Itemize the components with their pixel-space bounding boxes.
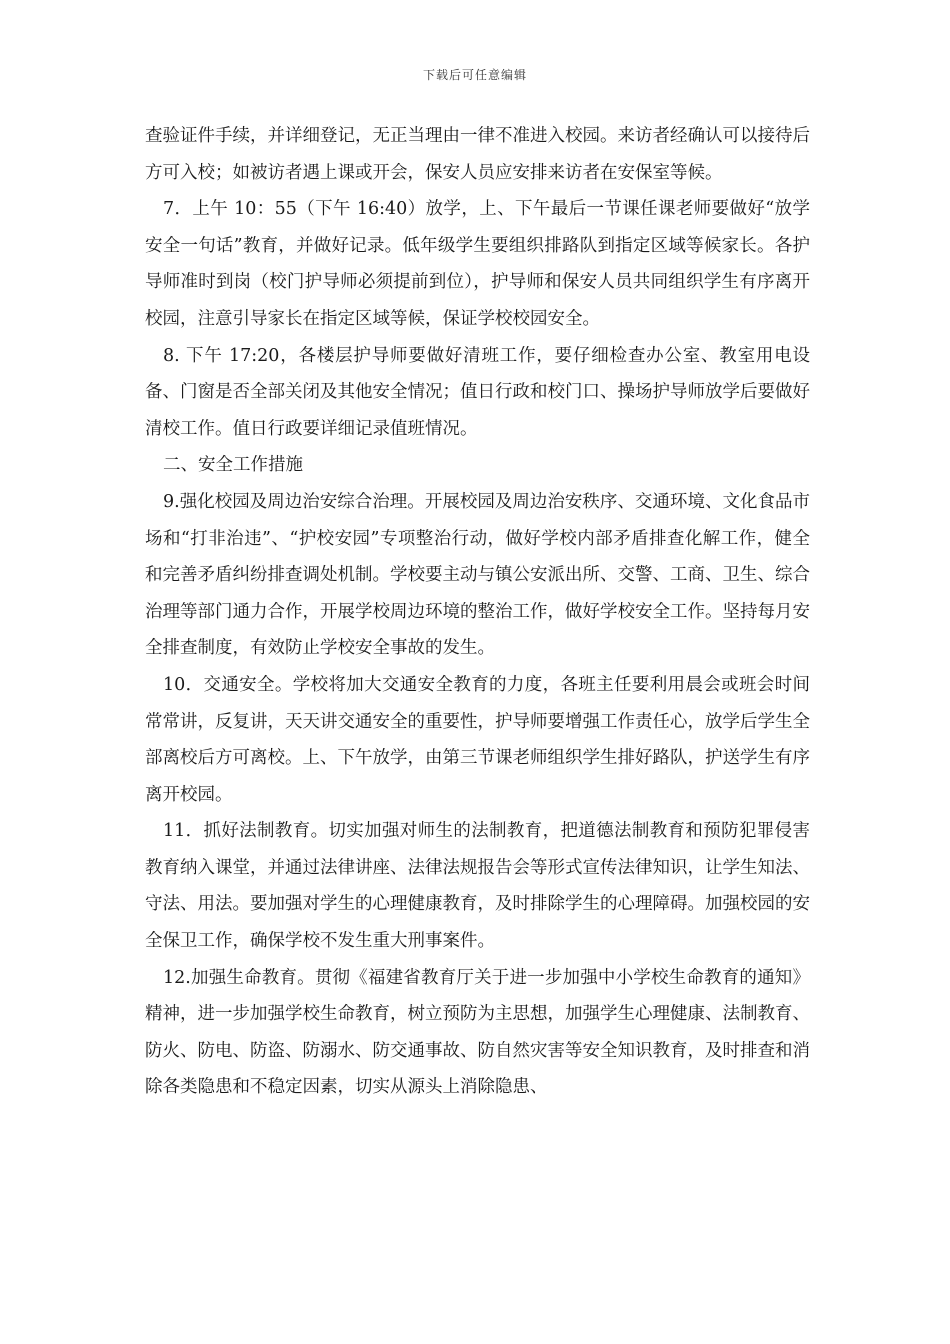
paragraph-item-8-clear-class: 8. 下午 17:20，各楼层护导师要做好清班工作，要仔细检查办公室、教室用电设备、门窗是否全部关闭及其他安全情况；值日行政和校门口、操场护导师放学后要做好清校工作。值日行政要详细记录值班情况。	[145, 345, 810, 439]
page-header: 下载后可任意编辑	[422, 68, 527, 82]
paragraph-item-11-legal-education: 11．抓好法制教育。切实加强对师生的法制教育，把道德法制教育和预防犯罪侵害教育纳入课堂，并通过法律讲座、法律法规报告会等形式宣传法律知识，让学生知法、守法、用法。要加强对学生的心理健康教育，及时排除学生的心理障碍。加强校园的安全保卫工作，确保学校不发生重大刑事案件。	[145, 821, 810, 952]
paragraph-visitor-registration: 查验证件手续，并详细登记，无正当理由一律不准进入校园。来访者经确认可以接待后方可入校；如被访者遇上课或开会，保安人员应安排来访者在安保室等候。	[145, 126, 810, 183]
paragraph-item-9-public-security: 9.强化校园及周边治安综合治理。开展校园及周边治安秩序、交通环境、文化食品市场和“打非治违”、“护校安园”专项整治行动，做好学校内部矛盾排查化解工作，健全和完善矛盾纠纷排查调处机制。学校要主动与镇公安派出所、交警、工商、卫生、综合治理等部门通力合作，开展学校周边环境的整治工作，做好学校安全工作。坚持每月安全排查制度，有效防止学校安全事故的发生。	[145, 491, 810, 659]
paragraph-item-7-dismissal: 7．上午 10：55（下午 16:40）放学，上、下午最后一节课任课老师要做好“放学安全一句话”教育，并做好记录。低年级学生要组织排路队到指定区域等候家长。各护导师准时到岗（校门护导师必须提前到位），护导师和保安人员共同组织学生有序离开校园，注意引导家长在指定区域等候，保证学校校园安全。	[145, 199, 810, 329]
document-body	[145, 118, 810, 1106]
section-heading-safety-measures: 二、安全工作措施	[163, 455, 303, 476]
paragraph-item-12-life-education: 12.加强生命教育。贯彻《福建省教育厅关于进一步加强中小学校生命教育的通知》精神，进一步加强学校生命教育，树立预防为主思想，加强学生心理健康、法制教育、防火、防电、防盗、防溺水、防交通事故、防自然灾害等安全知识教育，及时排查和消除各类隐患和不稳定因素，切实从源头上消除隐患、	[145, 967, 810, 1098]
paragraph-item-10-traffic-safety: 10．交通安全。学校将加大交通安全教育的力度，各班主任要利用晨会或班会时间常常讲，反复讲，天天讲交通安全的重要性，护导师要增强工作责任心，放学后学生全部离校后方可离校。上、下午放学，由第三节课老师组织学生排好路队，护送学生有序离开校园。	[145, 674, 810, 805]
